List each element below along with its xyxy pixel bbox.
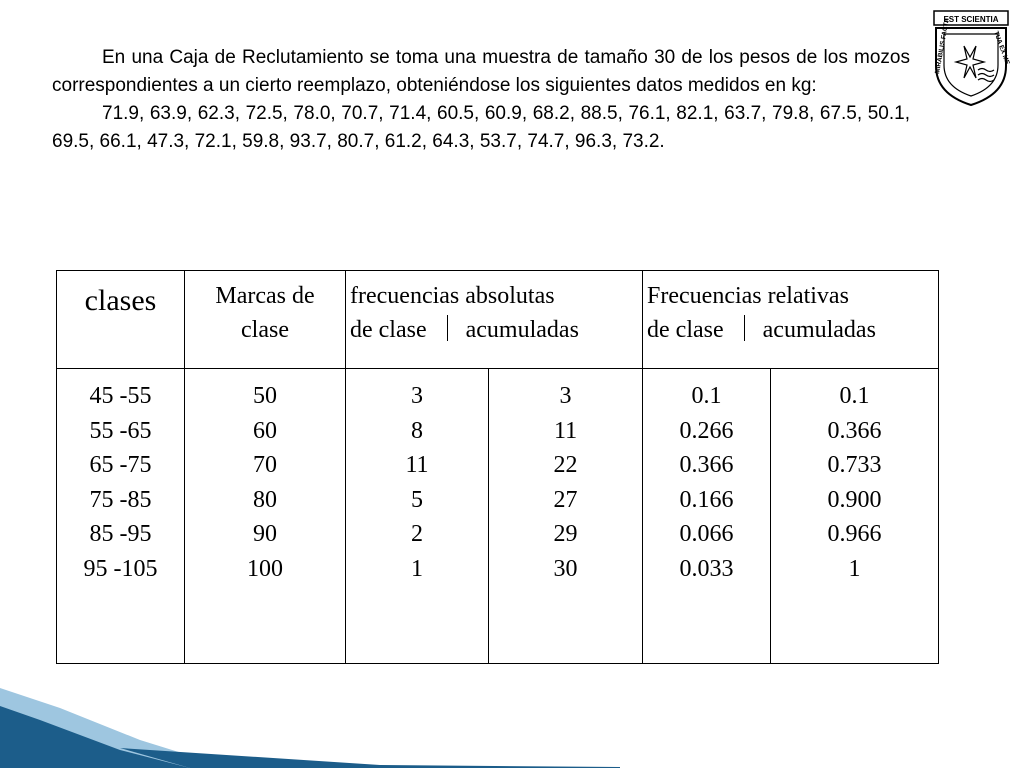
- cell-abs-clase: 1: [411, 555, 423, 582]
- table-header-row: [57, 271, 939, 369]
- cell-marca: 60: [253, 417, 277, 444]
- column-abs-de-clase: [346, 369, 489, 664]
- cell-rel-clase: 0.166: [679, 486, 734, 513]
- university-crest-icon: [928, 8, 1014, 108]
- header-rel-acumuladas: acumuladas: [762, 317, 876, 343]
- cell-clase: 95 -105: [83, 555, 158, 582]
- cell-rel-acum: 0.966: [827, 521, 882, 547]
- cell-rel-acum: 0.900: [827, 486, 882, 513]
- cell-abs-acum: 11: [553, 417, 578, 444]
- cell-abs-clase: 5: [411, 486, 423, 513]
- cell-rel-clase: 0.033: [679, 555, 734, 582]
- cell-abs-clase: 8: [411, 417, 423, 444]
- intro-text: [52, 44, 910, 156]
- cell-clase: 55 -65: [89, 417, 152, 444]
- cell-abs-clase: 11: [405, 452, 429, 478]
- column-rel-de-clase: [643, 369, 771, 664]
- cell-abs-clase: 3: [411, 383, 423, 409]
- cell-rel-acum: 0.366: [827, 417, 882, 444]
- header-rel-line1: Frecuencias relativas: [647, 283, 849, 309]
- crest-motto-right: TUA EX ME: [992, 30, 1011, 66]
- frequency-table: [56, 270, 939, 664]
- cell-rel-clase: 0.066: [679, 521, 734, 547]
- column-marcas: [185, 369, 346, 664]
- cell-rel-clase: 0.266: [679, 417, 734, 444]
- cell-marca: 90: [253, 521, 277, 547]
- header-frecuencias-relativas: [643, 271, 939, 369]
- column-abs-acumuladas: [489, 369, 643, 664]
- cell-marca: 100: [247, 555, 283, 582]
- header-marcas-line2: clase: [241, 317, 289, 343]
- cell-abs-acum: 3: [559, 383, 572, 409]
- header-abs-acumuladas: acumuladas: [465, 317, 579, 343]
- crest-motto-left: MIRABILIS FACTA: [934, 17, 951, 75]
- table-body-row: [57, 369, 939, 664]
- header-marcas-line1: Marcas de: [215, 283, 315, 309]
- cell-rel-clase: 0.1: [691, 383, 722, 409]
- swoosh-tail-line: [120, 748, 620, 768]
- cell-clase: 65 -75: [89, 452, 152, 478]
- data-values-paragraph: 71.9, 63.9, 62.3, 72.5, 78.0, 70.7, 71.4, 60.5, 60.9, 68.2, 88.5, 76.1, 82.1, 63.7, 79.8, 67.5, 50.1, 69.5, 66.1, 47.3, 72.1, 59.8, 93.7, 80.7, 61.2, 64.3, 53.7, 74.7, 96.3, 73.2.: [52, 103, 910, 152]
- cell-clase: 85 -95: [89, 521, 152, 547]
- cell-rel-acum: 0.1: [839, 383, 870, 409]
- cell-abs-acum: 30: [553, 555, 578, 582]
- header-abs-de-clase: de clase: [350, 317, 427, 343]
- cell-abs-acum: 22: [553, 452, 578, 478]
- crest-motto-top: EST SCIENTIA: [943, 15, 999, 24]
- cell-marca: 50: [253, 383, 277, 409]
- cell-rel-clase: 0.366: [679, 452, 734, 478]
- cell-abs-acum: 27: [553, 486, 578, 513]
- cell-clase: 75 -85: [89, 486, 152, 513]
- header-clases: clases: [57, 271, 185, 369]
- decorative-swoosh: [0, 648, 620, 768]
- header-abs-line1: frecuencias absolutas: [350, 283, 555, 309]
- cell-rel-acum: 0.733: [827, 452, 882, 478]
- cell-clase: 45 -55: [89, 383, 152, 409]
- header-rel-de-clase: de clase: [647, 317, 724, 343]
- cell-abs-clase: 2: [411, 521, 423, 547]
- header-rel-divider: [744, 315, 759, 341]
- cell-marca: 70: [253, 452, 277, 478]
- header-frecuencias-absolutas: [346, 271, 643, 369]
- intro-paragraph: En una Caja de Reclutamiento se toma una muestra de tamaño 30 de los pesos de los mozos correspondientes a un cierto reemplazo, obteniéndose los siguientes datos medidos en kg:: [52, 47, 910, 96]
- header-abs-divider: [447, 315, 462, 341]
- cell-rel-acum: 1: [848, 555, 861, 582]
- header-marcas: [185, 271, 346, 369]
- column-rel-acumuladas: [771, 369, 939, 664]
- cell-abs-acum: 29: [553, 521, 578, 547]
- cell-marca: 80: [253, 486, 277, 513]
- column-clases: [57, 369, 185, 664]
